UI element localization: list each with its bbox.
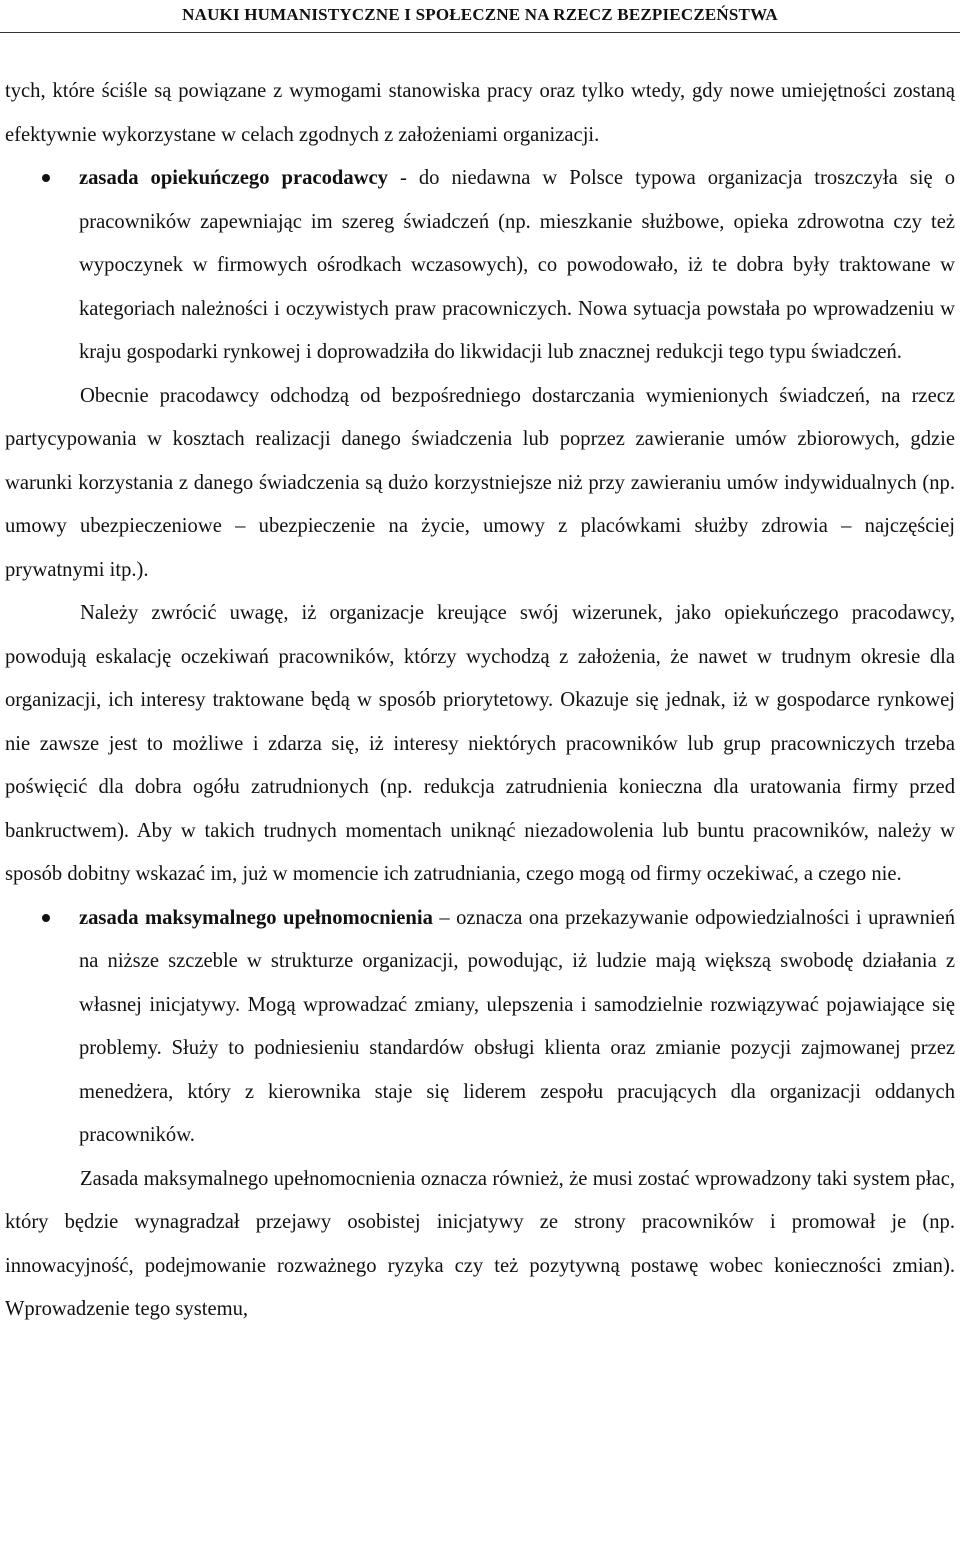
- running-header: [0, 0, 960, 33]
- header-title: NAUKI HUMANISTYCZNE I SPOŁECZNE NA RZECZ BEZPIECZEŃSTWA: [182, 5, 778, 24]
- paragraph-currently: Obecnie pracodawcy odchodzą od bezpośredniego dostarczania wymienionych świadczeń, na rzecz partycypowania w kosztach realizacji danego świadczenia lub poprzez zawieranie umów zbiorowych, gdzie warunki korzystania z danego świadczenia są dużo korzystniejsze niż przy zawieraniu umów indywidualnych (np. umowy ubezpieczeniowe – ubezpieczenie na życie, umowy z placówkami służby zdrowia – najczęściej prywatnymi itp.).: [5, 384, 955, 581]
- bullet-icon: [42, 914, 50, 922]
- paragraph-continuation: tych, które ściśle są powiązane z wymogami stanowiska pracy oraz tylko wtedy, gdy nowe umiejętności zostaną efektywnie wykorzystane w celach zgodnych z założeniami organizacji.: [5, 80, 955, 146]
- paragraph-attention: Należy zwrócić uwagę, iż organizacje kreujące swój wizerunek, jako opiekuńczego pracodawcy, powodują eskalację oczekiwań pracowników, którzy wychodzą z założenia, że nawet w trudnym okresie dla organizacji, ich interesy traktowane będą w sposób priorytetowy. Okazuje się jednak, iż w gospodarce rynkowej nie zawsze jest to możliwe i zdarza się, iż interesy niektórych pracowników lub grup pracowniczych trzeba poświęcić dla dobra ogółu zatrudnionych (np. redukcja zatrudnienia konieczna dla uratowania firmy przed bankructwem). Aby w takich trudnych momentach uniknąć niezadowolenia lub buntu pracowników, należy w sposób dobitny wskazać im, już w momencie ich zatrudniania, czego mogą od firmy oczekiwać, a czego nie.: [5, 602, 955, 885]
- bullet-term: zasada opiekuńczego pracodawcy: [79, 167, 388, 189]
- bullet-text: – oznacza ona przekazywanie odpowiedzialności i uprawnień na niższe szczeble w strukturze organizacji, powodując, iż ludzie mają większą swobodę działania z własnej inicjatywy. Mogą wprowadzać zmiany, ulepszenia i samodzielnie rozwiązywać pojawiające się problemy. Służy to podniesieniu standardów obsługi klienta oraz zmianie pozycji zajmowanej przez menedżera, który z kierownika staje się liderem zespołu pracujących dla organizacji oddanych pracowników.: [79, 906, 955, 1146]
- bullet-term: zasada maksymalnego upełnomocnienia: [79, 906, 433, 929]
- bullet-item-empowerment: [5, 897, 955, 1158]
- paragraph-pay-system: Zasada maksymalnego upełnomocnienia oznacza również, że musi zostać wprowadzony taki system płac, który będzie wynagradzał przejawy osobistej inicjatywy ze strony pracowników i promował je (np. innowacyjność, podejmowanie rozważnego ryzyka czy też pozytywną postawę wobec konieczności zmian). Wprowadzenie tego systemu,: [5, 1167, 955, 1320]
- bullet-icon: [42, 174, 50, 182]
- bullet-text: - do niedawna w Polsce typowa organizacja troszczyła się o pracowników zapewniając im szereg świadczeń (np. mieszkanie służbowe, opieka zdrowotna czy też wypoczynek w firmowych ośrodkach wczasowych), co powodowało, iż te dobra były traktowane w kategoriach należności i oczywistych praw pracowniczych. Nowa sytuacja powstała po wprowadzeniu w kraju gospodarki rynkowej i doprowadziła do likwidacji lub znacznej redukcji tego typu świadczeń.: [79, 167, 955, 363]
- page-body: [5, 70, 955, 1332]
- bullet-item-caring-employer: [5, 157, 955, 375]
